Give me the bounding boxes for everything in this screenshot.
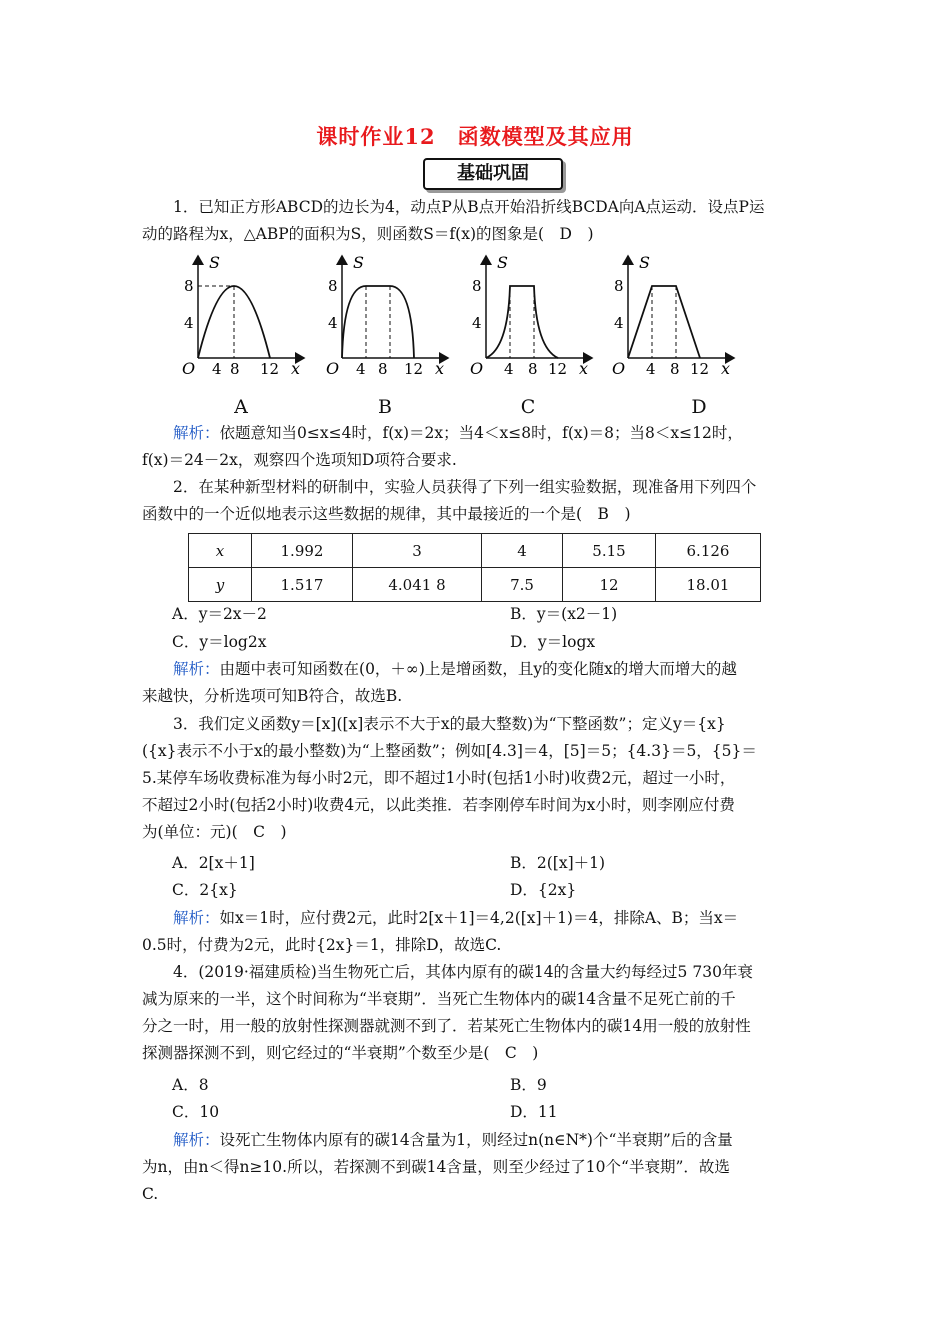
q4-analysis-line2: 为n，由n＜得n≥10.所以，若探测不到碳14含量，则至少经过了10个“半衰期”．故选	[142, 1158, 730, 1176]
q1-stem-line1: 1．已知正方形ABCD的边长为4，动点P从B点开始沿折线BCDA向A点运动．设点P运	[173, 198, 765, 216]
q2-analysis-line1: 解析：由题中表可知函数在(0，＋∞)上是增函数，且y的变化随x的增大而增大的越	[173, 660, 737, 678]
q2-stem-line1: 2．在某种新型材料的研制中，实验人员获得了下列一组实验数据，现准备用下列四个	[173, 478, 757, 496]
q2-option-b: B．y＝(x2－1)	[510, 605, 618, 623]
table-header-y: y	[189, 568, 252, 602]
table-cell: 12	[563, 568, 656, 602]
graph-a-xtick-4: 4	[212, 360, 222, 378]
q2-option-c: C．y＝log2x	[172, 633, 267, 651]
table-cell: 3	[353, 534, 482, 568]
graph-d-x-label: x	[721, 359, 731, 378]
q3-analysis-line2: 0.5时，付费为2元，此时{2x}＝1，排除D，故选C.	[142, 936, 502, 954]
table-cell: 4.041 8	[353, 568, 482, 602]
table-cell: 1.517	[252, 568, 353, 602]
graph-label-c: C	[520, 396, 536, 418]
graph-a-tick-8: 8	[184, 277, 194, 295]
graph-c-xtick-12: 12	[548, 360, 568, 378]
graph-d-origin: O	[612, 359, 626, 378]
q4-stem-line1: 4．(2019·福建质检)当生物死亡后，其体内原有的碳14的含量大约每经过5 730年衰	[173, 963, 753, 981]
graph-d-xtick-4: 4	[646, 360, 656, 378]
graph-b-tick-8: 8	[328, 277, 338, 295]
graph-a-xtick-12: 12	[260, 360, 280, 378]
table-cell: 7.5	[482, 568, 563, 602]
q3-stem-line2: ({x}表示不小于x的最小整数)为“上整函数”；例如[4.3]＝4，[5]＝5；{4.3}＝5，{5}＝	[142, 742, 757, 760]
graph-c-xtick-8: 8	[528, 360, 538, 378]
section-banner: 基础巩固	[423, 158, 563, 190]
graph-d-y-label: S	[639, 253, 650, 272]
graph-label-a: A	[234, 396, 248, 418]
q1-analysis-line1: 解析：依题意知当0≤x≤4时，f(x)＝2x；当4＜x≤8时，f(x)＝8；当8＜x≤12时，	[173, 424, 743, 442]
graph-a-xtick-8: 8	[230, 360, 240, 378]
q4-analysis-line3: C.	[142, 1185, 159, 1203]
table-cell: 6.126	[656, 534, 761, 568]
table-cell: 4	[482, 534, 563, 568]
q2-stem-line2: 函数中的一个近似地表示这些数据的规律，其中最接近的一个是( B )	[142, 505, 631, 523]
graph-b-x-label: x	[435, 359, 445, 378]
graph-c-xtick-4: 4	[504, 360, 514, 378]
q4-analysis-line1: 解析：设死亡生物体内原有的碳14含量为1，则经过n(n∈N*)个“半衰期”后的含量	[173, 1131, 733, 1149]
q1-analysis-line2: f(x)＝24－2x，观察四个选项知D项符合要求.	[142, 451, 457, 469]
table-row	[189, 534, 761, 568]
graph-a-y-label: S	[209, 253, 220, 272]
q4-stem-line2: 减为原来的一半，这个时间称为“半衰期”．当死亡生物体内的碳14含量不足死亡前的千	[142, 990, 736, 1008]
graph-b-xtick-12: 12	[404, 360, 424, 378]
graph-a-x-label: x	[291, 359, 301, 378]
q4-option-a: A．8	[172, 1076, 209, 1094]
q3-analysis-line1: 解析：如x＝1时，应付费2元，此时2[x＋1]＝4,2([x]＋1)＝4，排除A、B；当x＝	[173, 909, 739, 927]
q4-option-d: D．11	[510, 1103, 558, 1121]
q3-option-c: C．2{x}	[172, 881, 238, 899]
graph-d-tick-8: 8	[614, 277, 624, 295]
graph-d	[612, 253, 734, 378]
graph-d-tick-4: 4	[614, 314, 624, 332]
graph-c-tick-4: 4	[472, 314, 482, 332]
graph-b-tick-4: 4	[328, 314, 338, 332]
analysis-label: 解析：	[173, 1131, 220, 1149]
graph-a	[182, 253, 304, 378]
graph-c-origin: O	[470, 359, 484, 378]
q1-graphs	[176, 248, 736, 428]
q3-stem-line5: 为(单位：元)( C )	[142, 823, 287, 841]
graph-label-b: B	[378, 396, 392, 418]
table-cell: 1.992	[252, 534, 353, 568]
analysis-label: 解析：	[173, 424, 220, 442]
q3-option-b: B．2([x]＋1)	[510, 854, 606, 872]
graph-b-xtick-4: 4	[356, 360, 366, 378]
q4-stem-line3: 分之一时，用一般的放射性探测器就测不到了．若某死亡生物体内的碳14用一般的放射性	[142, 1017, 751, 1035]
q2-data-table	[188, 533, 761, 602]
q2-option-d: D．y＝logx	[510, 633, 596, 651]
analysis-label: 解析：	[173, 909, 220, 927]
q4-stem-line4: 探测器探测不到，则它经过的“半衰期”个数至少是( C )	[142, 1044, 539, 1062]
q2-option-a: A．y＝2x－2	[172, 605, 267, 623]
table-cell: 18.01	[656, 568, 761, 602]
graph-c	[470, 253, 592, 378]
q3-stem-line3: 5.某停车场收费标准为每小时2元，即不超过1小时(包括1小时)收费2元，超过一小时，	[142, 769, 736, 787]
graph-b	[326, 253, 448, 378]
table-cell: 5.15	[563, 534, 656, 568]
q4-option-c: C．10	[172, 1103, 220, 1121]
q2-analysis-line2: 来越快，分析选项可知B符合，故选B.	[142, 687, 403, 705]
graph-b-origin: O	[326, 359, 340, 378]
graph-c-y-label: S	[497, 253, 508, 272]
table-row	[189, 568, 761, 602]
graph-a-tick-4: 4	[184, 314, 194, 332]
graph-d-xtick-12: 12	[690, 360, 710, 378]
page-title: 课时作业12 函数模型及其应用	[316, 124, 634, 149]
analysis-label: 解析：	[173, 660, 220, 678]
graph-d-xtick-8: 8	[670, 360, 680, 378]
q4-option-b: B．9	[510, 1076, 547, 1094]
graph-c-x-label: x	[579, 359, 589, 378]
q1-stem-line2: 动的路程为x，△ABP的面积为S，则函数S＝f(x)的图象是( D )	[142, 225, 594, 243]
graph-c-tick-8: 8	[472, 277, 482, 295]
table-header-x: x	[189, 534, 252, 568]
q3-option-d: D．{2x}	[510, 881, 577, 899]
graph-label-d: D	[691, 396, 707, 418]
graph-b-xtick-8: 8	[378, 360, 388, 378]
q3-stem-line1: 3．我们定义函数y＝[x]([x]表示不大于x的最大整数)为“下整函数”；定义y＝{x}	[173, 715, 726, 733]
graph-a-origin: O	[182, 359, 196, 378]
q3-option-a: A．2[x＋1]	[172, 854, 255, 872]
graph-b-y-label: S	[353, 253, 364, 272]
q3-stem-line4: 不超过2小时(包括2小时)收费4元，以此类推．若李刚停车时间为x小时，则李刚应付费	[142, 796, 735, 814]
